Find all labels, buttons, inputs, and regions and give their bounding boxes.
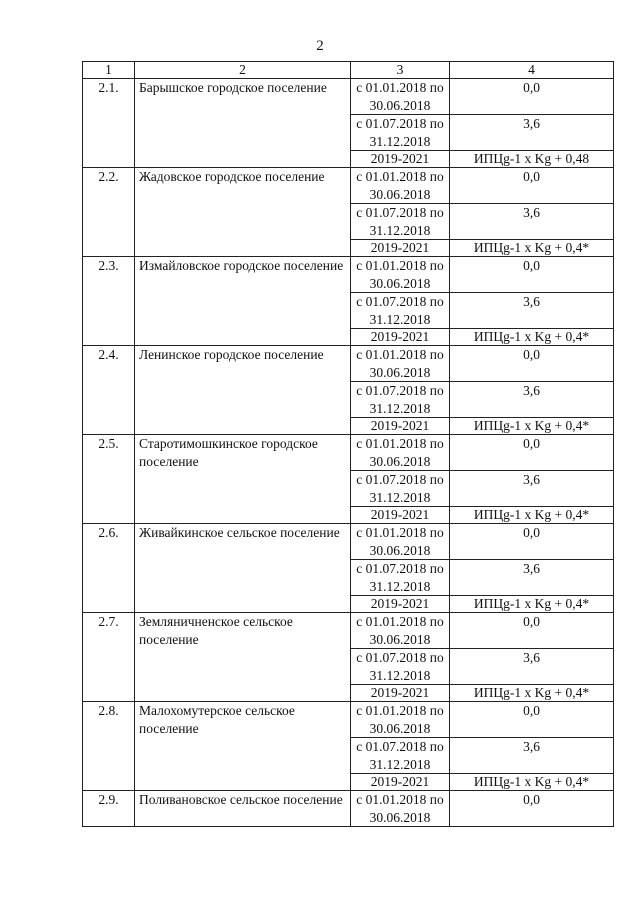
row-number: 2.4. bbox=[83, 346, 135, 435]
period-cell: с 01.01.2018 по 30.06.2018 bbox=[351, 79, 450, 115]
period-cell: 2019-2021 bbox=[351, 151, 450, 168]
table-row bbox=[83, 79, 614, 115]
row-number: 2.6. bbox=[83, 524, 135, 613]
table-row bbox=[83, 168, 614, 204]
value-cell: 0,0 bbox=[450, 791, 614, 827]
value-cell: 3,6 bbox=[450, 293, 614, 329]
value-cell: ИПЦg-1 x Kg + 0,4* bbox=[450, 507, 614, 524]
settlement-name: Старотимошкинское городское поселение bbox=[135, 435, 351, 524]
settlement-name: Живайкинское сельское поселение bbox=[135, 524, 351, 613]
period-cell: 2019-2021 bbox=[351, 418, 450, 435]
period-cell: с 01.07.2018 по 31.12.2018 bbox=[351, 738, 450, 774]
period-cell: с 01.01.2018 по 30.06.2018 bbox=[351, 257, 450, 293]
period-cell: 2019-2021 bbox=[351, 329, 450, 346]
value-cell: ИПЦg-1 x Kg + 0,4* bbox=[450, 418, 614, 435]
period-cell: 2019-2021 bbox=[351, 240, 450, 257]
period-cell: с 01.07.2018 по 31.12.2018 bbox=[351, 293, 450, 329]
value-cell: 0,0 bbox=[450, 79, 614, 115]
row-number: 2.3. bbox=[83, 257, 135, 346]
table-row bbox=[83, 435, 614, 471]
value-cell: 0,0 bbox=[450, 613, 614, 649]
value-cell: 3,6 bbox=[450, 560, 614, 596]
period-cell: с 01.01.2018 по 30.06.2018 bbox=[351, 346, 450, 382]
value-cell: 0,0 bbox=[450, 257, 614, 293]
header-col-4: 4 bbox=[450, 62, 614, 79]
table-row bbox=[83, 613, 614, 649]
period-cell: с 01.07.2018 по 31.12.2018 bbox=[351, 471, 450, 507]
table-row bbox=[83, 346, 614, 382]
period-cell: с 01.01.2018 по 30.06.2018 bbox=[351, 791, 450, 827]
table-row bbox=[83, 257, 614, 293]
settlement-name: Ленинское городское поселение bbox=[135, 346, 351, 435]
header-col-1: 1 bbox=[83, 62, 135, 79]
table-row bbox=[83, 791, 614, 827]
value-cell: 3,6 bbox=[450, 204, 614, 240]
value-cell: 3,6 bbox=[450, 471, 614, 507]
period-cell: 2019-2021 bbox=[351, 507, 450, 524]
value-cell: ИПЦg-1 x Kg + 0,4* bbox=[450, 329, 614, 346]
header-col-2: 2 bbox=[135, 62, 351, 79]
row-number: 2.5. bbox=[83, 435, 135, 524]
value-cell: 3,6 bbox=[450, 382, 614, 418]
table-row bbox=[83, 524, 614, 560]
value-cell: 3,6 bbox=[450, 115, 614, 151]
value-cell: 3,6 bbox=[450, 649, 614, 685]
period-cell: с 01.01.2018 по 30.06.2018 bbox=[351, 168, 450, 204]
value-cell: 0,0 bbox=[450, 524, 614, 560]
period-cell: с 01.01.2018 по 30.06.2018 bbox=[351, 613, 450, 649]
period-cell: с 01.07.2018 по 31.12.2018 bbox=[351, 204, 450, 240]
row-number: 2.7. bbox=[83, 613, 135, 702]
settlement-name: Жадовское городское поселение bbox=[135, 168, 351, 257]
period-cell: с 01.01.2018 по 30.06.2018 bbox=[351, 702, 450, 738]
table-body bbox=[83, 79, 614, 827]
value-cell: ИПЦg-1 x Kg + 0,4* bbox=[450, 240, 614, 257]
row-number: 2.9. bbox=[83, 791, 135, 827]
header-col-3: 3 bbox=[351, 62, 450, 79]
period-cell: с 01.07.2018 по 31.12.2018 bbox=[351, 649, 450, 685]
period-cell: с 01.07.2018 по 31.12.2018 bbox=[351, 115, 450, 151]
value-cell: ИПЦg-1 x Kg + 0,4* bbox=[450, 685, 614, 702]
table-header bbox=[83, 62, 614, 79]
tariff-table bbox=[82, 61, 614, 827]
row-number: 2.8. bbox=[83, 702, 135, 791]
value-cell: ИПЦg-1 x Kg + 0,4* bbox=[450, 774, 614, 791]
period-cell: с 01.01.2018 по 30.06.2018 bbox=[351, 524, 450, 560]
value-cell: ИПЦg-1 x Kg + 0,48 bbox=[450, 151, 614, 168]
value-cell: 0,0 bbox=[450, 702, 614, 738]
page-number: 2 bbox=[316, 38, 324, 54]
settlement-name: Поливановское сельское поселение bbox=[135, 791, 351, 827]
value-cell: 0,0 bbox=[450, 346, 614, 382]
settlement-name: Измайловское городское поселение bbox=[135, 257, 351, 346]
period-cell: с 01.01.2018 по 30.06.2018 bbox=[351, 435, 450, 471]
period-cell: 2019-2021 bbox=[351, 685, 450, 702]
value-cell: 0,0 bbox=[450, 168, 614, 204]
settlement-name: Барышское городское поселение bbox=[135, 79, 351, 168]
settlement-name: Малохомутерское сельское поселение bbox=[135, 702, 351, 791]
row-number: 2.2. bbox=[83, 168, 135, 257]
value-cell: 0,0 bbox=[450, 435, 614, 471]
settlement-name: Земляничненское сельское поселение bbox=[135, 613, 351, 702]
row-number: 2.1. bbox=[83, 79, 135, 168]
value-cell: ИПЦg-1 x Kg + 0,4* bbox=[450, 596, 614, 613]
period-cell: 2019-2021 bbox=[351, 596, 450, 613]
value-cell: 3,6 bbox=[450, 738, 614, 774]
period-cell: 2019-2021 bbox=[351, 774, 450, 791]
table-row bbox=[83, 702, 614, 738]
period-cell: с 01.07.2018 по 31.12.2018 bbox=[351, 382, 450, 418]
period-cell: с 01.07.2018 по 31.12.2018 bbox=[351, 560, 450, 596]
